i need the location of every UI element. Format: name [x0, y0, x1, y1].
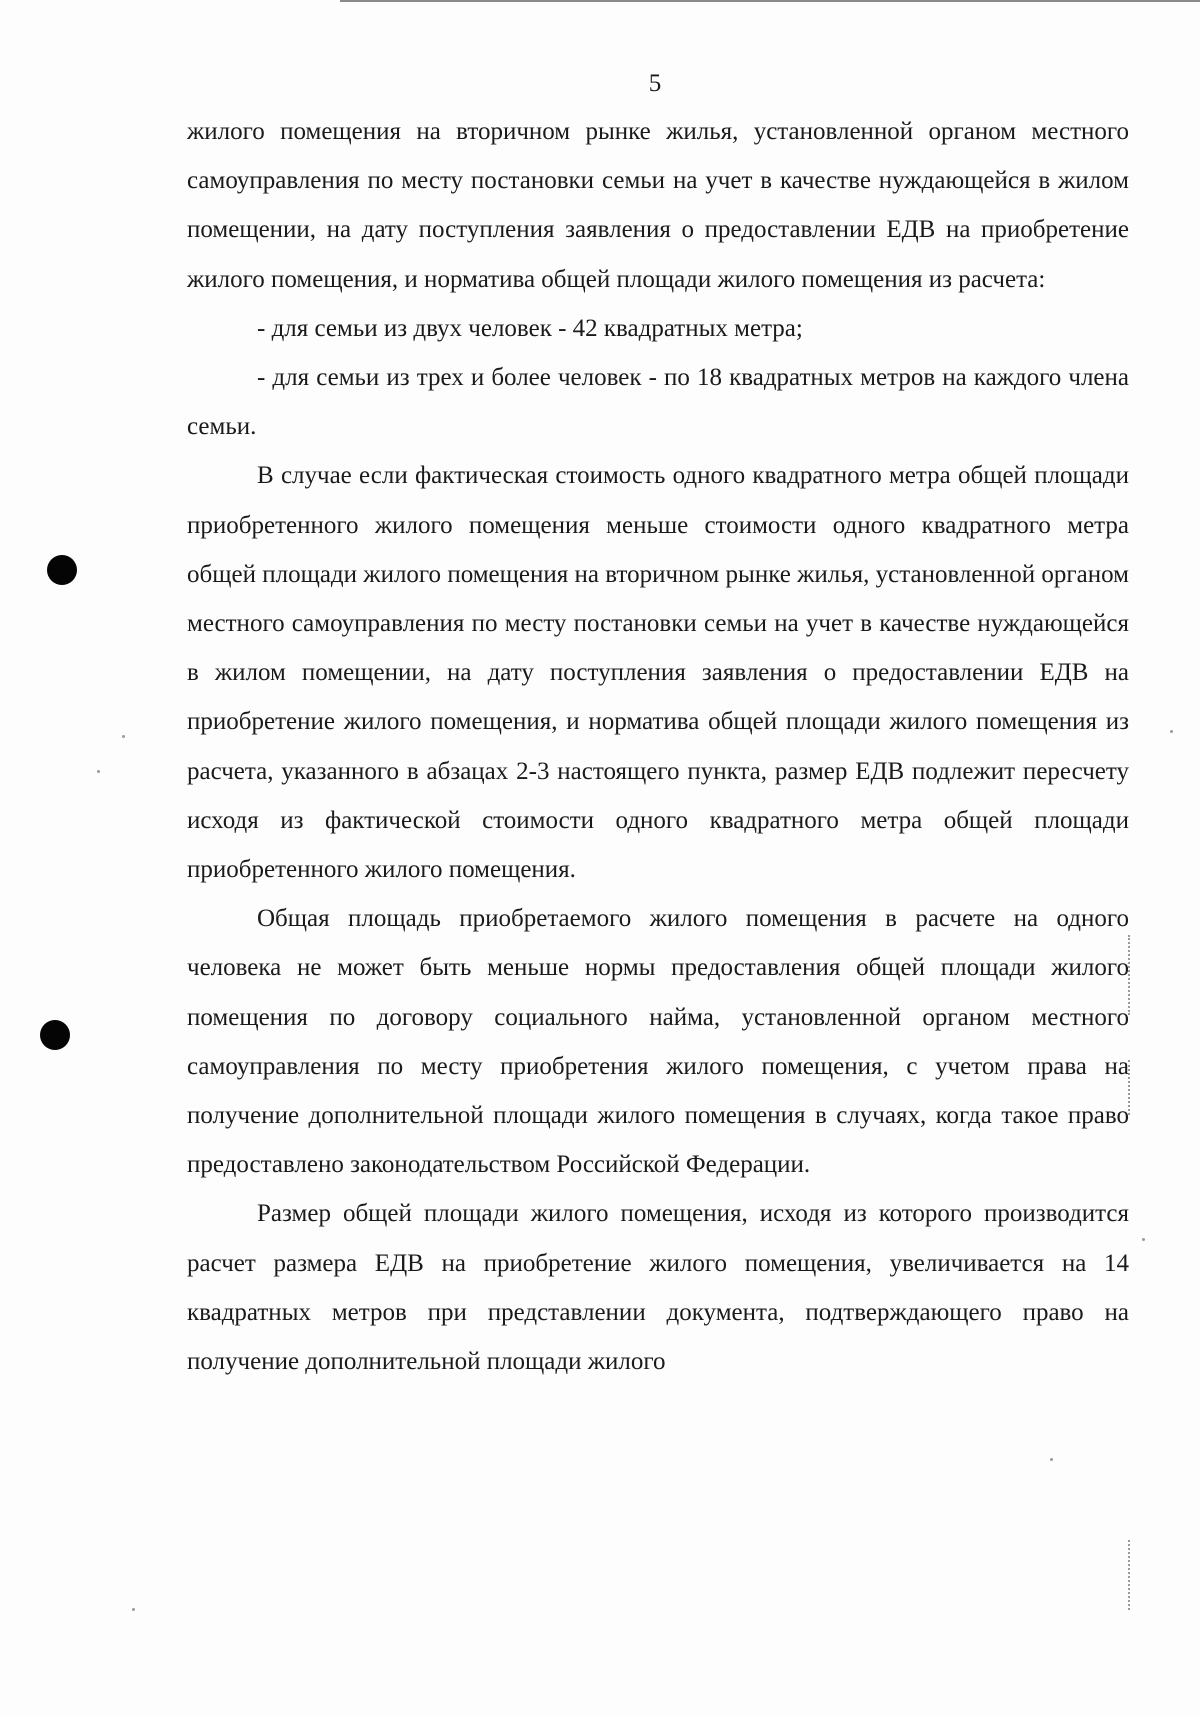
scan-speck: [1050, 1458, 1053, 1461]
document-body: [187, 107, 1129, 1386]
scan-speck: [122, 735, 125, 738]
scan-speck: [1170, 730, 1173, 733]
binder-punch-hole: [40, 1020, 70, 1050]
scan-edge-mark: [1128, 1540, 1132, 1610]
scan-speck: [97, 770, 100, 773]
binder-punch-hole: [47, 555, 77, 585]
list-item-two-person-family: - для семьи из двух человек - 42 квадратных метра;: [257, 314, 803, 342]
scan-speck: [1142, 1238, 1145, 1241]
list-item-three-plus-family: - для семьи из трех и более человек - по 18 квадратных метров на каждого члена семьи.: [187, 364, 1129, 441]
page-number: 5: [648, 70, 662, 97]
paragraph-actual-cost-recalculation: В случае если фактическая стоимость одного квадратного метра общей площади приобретенного жилого помещения меньше стоимости одного квадратного метра общей площади жилого помещения на вторичном рынке жилья, установленной органом местного самоуправления по месту постановки семьи на учет в качестве нуждающейся в жилом помещении, на дату поступления заявления о предоставлении ЕДВ на приобретение жилого помещения, и норматива общей площади жилого помещения из расчета, указанного в абзацах 2-3 настоящего пункта, размер ЕДВ подлежит пересчету исходя из фактической стоимости одного квадратного метра общей площади приобретенного жилого помещения.: [187, 462, 1129, 884]
scan-speck: [132, 1608, 135, 1611]
paragraph-continuation: жилого помещения на вторичном рынке жилья, установленной органом местного самоуправления по месту постановки семьи на учет в качестве нуждающейся в жилом помещении, на дату поступления заявления о предоставлении ЕДВ на приобретение жилого помещения, и норматива общей площади жилого помещения из расчета:: [187, 118, 1129, 293]
top-edge-rule: [340, 0, 1200, 2]
paragraph-minimum-area: Общая площадь приобретаемого жилого помещения в расчете на одного человека не может быть меньше нормы предоставления общей площади жилого помещения по договору социального найма, установленной органом местного самоуправления по месту приобретения жилого помещения, с учетом права на получение дополнительной площади жилого помещения в случаях, когда такое право предоставлено законодательством Российской Федерации.: [187, 905, 1129, 1179]
paragraph-additional-area: Размер общей площади жилого помещения, исходя из которого производится расчет размера ЕДВ на приобретение жилого помещения, увеличивается на 14 квадратных метров при представлении документа, подтверждающего право на получение дополнительной площади жилого: [187, 1200, 1129, 1376]
